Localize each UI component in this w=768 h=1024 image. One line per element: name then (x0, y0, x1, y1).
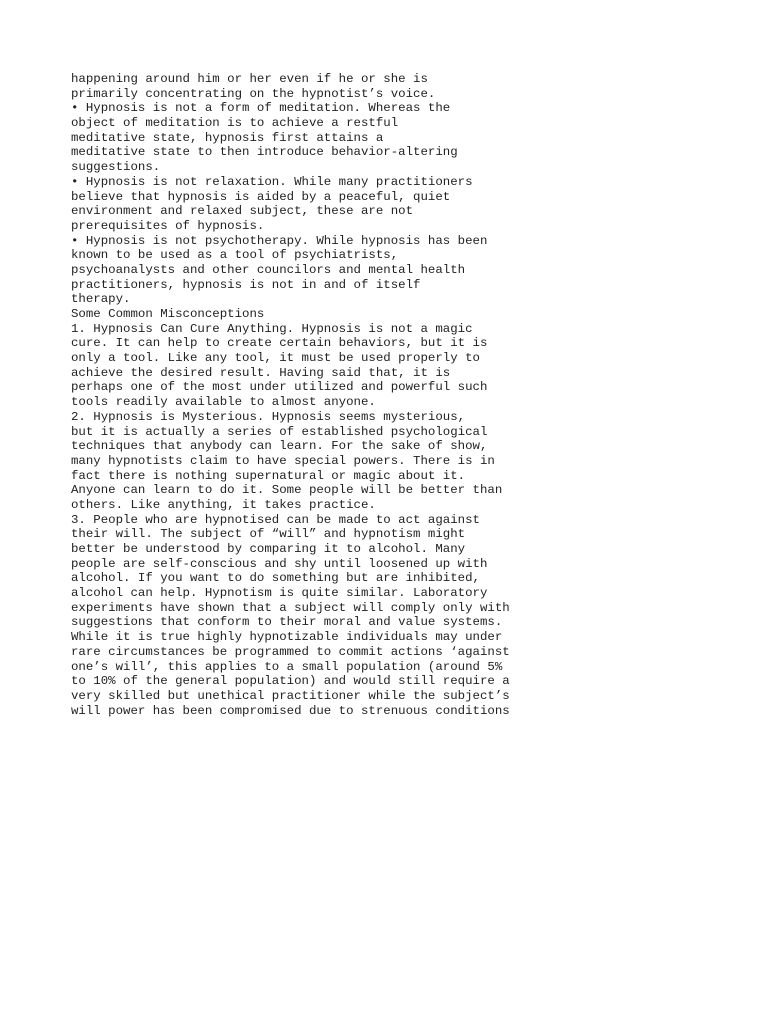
text-line: object of meditation is to achieve a restful (71, 116, 399, 131)
text-line: environment and relaxed subject, these are not (71, 204, 414, 219)
text-line: alcohol can help. Hypnotism is quite similar. Laboratory (71, 586, 488, 601)
text-line: prerequisites of hypnosis. (71, 218, 265, 233)
text-line: their will. The subject of “will” and hypnotism might (71, 527, 466, 542)
text-line: others. Like anything, it takes practice. (71, 497, 376, 512)
text-line: many hypnotists claim to have special powers. There is in (71, 453, 495, 468)
text-line: achieve the desired result. Having said that, it is (71, 365, 451, 380)
text-line: experiments have shown that a subject will comply only with (71, 600, 510, 615)
text-line: 2. Hypnosis is Mysterious. Hypnosis seems mysterious, (71, 409, 466, 424)
text-line: Some Common Misconceptions (71, 307, 265, 321)
text-line: happening around him or her even if he or she is (71, 72, 428, 86)
text-line: suggestions that conform to their moral and value systems. (71, 615, 503, 630)
body-text (71, 72, 541, 718)
text-line: techniques that anybody can learn. For the sake of show, (71, 439, 488, 454)
text-line: primarily concentrating on the hypnotist’s voice. (71, 86, 436, 101)
text-line: rare circumstances be programmed to commit actions ‘against (71, 644, 510, 659)
text-line: meditative state to then introduce behavior-altering (71, 145, 458, 160)
text-line: alcohol. If you want to do something but are inhibited, (71, 571, 480, 586)
text-line: believe that hypnosis is aided by a peaceful, quiet (71, 189, 451, 204)
text-line: tools readily available to almost anyone. (71, 395, 376, 410)
text-line: cure. It can help to create certain behaviors, but it is (71, 336, 488, 351)
text-line: psychoanalysts and other councilors and mental health (71, 262, 466, 277)
text-line: but it is actually a series of established psychological (71, 424, 488, 439)
text-line: fact there is nothing supernatural or magic about it. (71, 468, 466, 483)
text-line: only a tool. Like any tool, it must be used properly to (71, 351, 480, 366)
text-line: therapy. (71, 292, 131, 307)
text-line: perhaps one of the most under utilized and powerful such (71, 380, 488, 395)
text-line: 3. People who are hypnotised can be made to act against (71, 512, 480, 527)
text-line: 1. Hypnosis Can Cure Anything. Hypnosis is not a magic (71, 321, 473, 336)
text-line: Anyone can learn to do it. Some people will be better than (71, 483, 503, 498)
text-line: meditative state, hypnosis first attains a (71, 130, 384, 145)
text-line: to 10% of the general population) and would still require a (71, 674, 510, 689)
text-line: suggestions. (71, 160, 161, 175)
text-line: very skilled but unethical practitioner while the subject’s (71, 688, 510, 703)
text-line: While it is true highly hypnotizable individuals may under (71, 630, 503, 645)
text-line: better be understood by comparing it to alcohol. Many (71, 542, 466, 556)
text-line: will power has been compromised due to strenuous conditions (71, 703, 510, 718)
text-line: one’s will’, this applies to a small population (around 5% (71, 659, 503, 674)
text-line: • Hypnosis is not psychotherapy. While hypnosis has been (71, 233, 488, 248)
text-line: known to be used as a tool of psychiatrists, (71, 248, 399, 263)
text-line: • Hypnosis is not relaxation. While many practitioners (71, 174, 473, 189)
text-line: people are self-conscious and shy until loosened up with (71, 556, 488, 571)
text-line: practitioners, hypnosis is not in and of itself (71, 277, 421, 292)
text-line: • Hypnosis is not a form of meditation. Whereas the (71, 101, 451, 116)
